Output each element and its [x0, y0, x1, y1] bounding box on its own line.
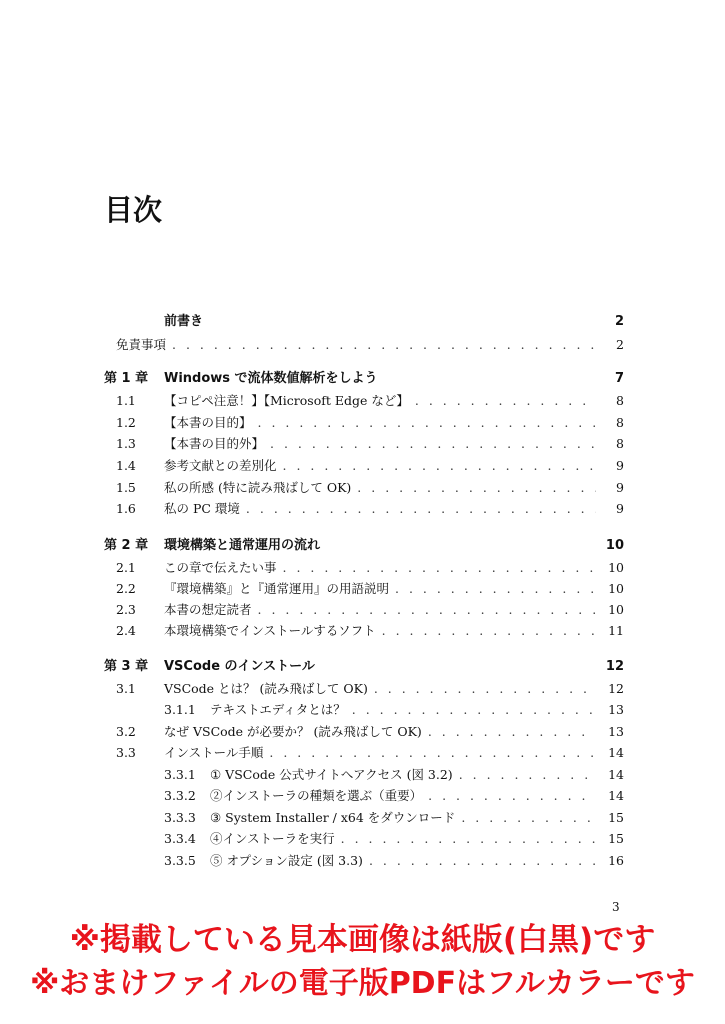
- dot-leader: [172, 335, 596, 355]
- toc-section-row[interactable]: [104, 499, 624, 519]
- toc-section-row[interactable]: [104, 391, 624, 411]
- toc-entry-number: 3.3: [116, 745, 136, 760]
- toc-entry-label: 免責事項: [116, 337, 167, 352]
- toc-entry-page: 12: [605, 659, 624, 674]
- toc-subsection-row[interactable]: [164, 851, 624, 871]
- page-title: 目次: [104, 193, 163, 227]
- toc-entry-page: 7: [614, 371, 624, 386]
- toc-subsection-row[interactable]: [164, 808, 624, 828]
- toc-subsection-row[interactable]: [164, 786, 624, 806]
- toc-entry-page: 9: [616, 458, 624, 473]
- toc-chapter-row[interactable]: [104, 536, 624, 556]
- toc-section-row[interactable]: [104, 579, 624, 599]
- notice-line-1: ※掲載している見本画像は紙版(白黒)です: [69, 922, 656, 958]
- dot-leader: [461, 808, 596, 828]
- toc-entry-page: 16: [608, 853, 624, 868]
- toc-entry-number: 3.3.3: [164, 810, 196, 825]
- toc-entry-label: 前書き: [164, 314, 204, 329]
- toc-entry-label: 本書の想定読者: [164, 602, 252, 617]
- toc-chapter-row[interactable]: [104, 369, 624, 389]
- toc-entry-page: 12: [608, 681, 624, 696]
- toc-entry-label: ① VSCode 公式サイトへアクセス (図 3.2): [210, 767, 453, 782]
- toc-subsection-row[interactable]: [164, 829, 624, 849]
- toc-entry-number: 2.2: [116, 581, 136, 596]
- dot-leader: [258, 413, 596, 433]
- toc-entry-number: 第 2 章: [104, 538, 149, 553]
- toc-entry-label: VSCode とは？ (読み飛ばして OK): [164, 681, 368, 696]
- dot-leader: [428, 786, 596, 806]
- toc-entry-number: 1.1: [116, 393, 136, 408]
- toc-entry-page: 11: [608, 623, 624, 638]
- dot-leader: [269, 743, 596, 763]
- toc-entry-label: テキストエディタとは？: [210, 702, 346, 717]
- toc-entry-number: 1.3: [116, 436, 136, 451]
- toc-section-row[interactable]: [104, 335, 624, 355]
- toc-chapter-row[interactable]: [104, 657, 624, 677]
- toc-entry-number: 第 3 章: [104, 659, 149, 674]
- toc-section-row[interactable]: [104, 600, 624, 620]
- toc-section-row[interactable]: [104, 722, 624, 742]
- toc-entry-page: 10: [608, 581, 624, 596]
- dot-leader: [246, 499, 596, 519]
- toc-entry-number: 3.3.5: [164, 853, 196, 868]
- dot-leader: [283, 558, 596, 578]
- dot-leader: [352, 700, 596, 720]
- dot-leader: [374, 679, 596, 699]
- toc-entry-label: ④インストーラを実行: [210, 831, 335, 846]
- dot-leader: [270, 434, 596, 454]
- toc-entry-page: 14: [608, 767, 624, 782]
- toc-entry-label: 環境構築と通常運用の流れ: [164, 538, 321, 553]
- dot-leader: [258, 600, 596, 620]
- toc-entry-number: 1.6: [116, 501, 136, 516]
- toc-entry-page: 10: [605, 538, 624, 553]
- toc-entry-number: 2.1: [116, 560, 136, 575]
- toc-entry-page: 8: [616, 436, 624, 451]
- dot-leader: [369, 851, 596, 871]
- dot-leader: [459, 765, 596, 785]
- toc-subsection-row[interactable]: [164, 765, 624, 785]
- toc-entry-number: 2.4: [116, 623, 136, 638]
- dot-leader: [357, 478, 596, 498]
- toc-entry-label: 【本書の目的】: [164, 415, 252, 430]
- toc-entry-page: 14: [608, 745, 624, 760]
- toc-section-row[interactable]: [104, 456, 624, 476]
- toc-entry-page: 9: [616, 480, 624, 495]
- toc-entry-label: 私の PC 環境: [164, 501, 240, 516]
- toc-entry-label: 【コピペ注意！】【Microsoft Edge など】: [164, 393, 409, 408]
- toc-entry-page: 14: [608, 788, 624, 803]
- toc-entry-number: 3.3.2: [164, 788, 196, 803]
- dot-leader: [415, 391, 596, 411]
- toc-entry-number: 第 1 章: [104, 371, 149, 386]
- toc-entry-page: 8: [616, 415, 624, 430]
- toc-entry-page: 9: [616, 501, 624, 516]
- toc-entry-page: 2: [616, 337, 624, 352]
- toc-entry-label: VSCode のインストール: [164, 659, 315, 674]
- dot-leader: [341, 829, 596, 849]
- toc-entry-number: 3.3.4: [164, 831, 196, 846]
- toc-entry-label: Windows で流体数値解析をしよう: [164, 371, 378, 386]
- toc-entry-page: 15: [608, 810, 624, 825]
- toc-entry-page: 10: [608, 560, 624, 575]
- toc-entry-number: 3.1: [116, 681, 136, 696]
- toc-entry-number: 3.1.1: [164, 702, 196, 717]
- dot-leader: [395, 579, 596, 599]
- toc-entry-label: なぜ VSCode が必要か？ (読み飛ばして OK): [164, 724, 422, 739]
- toc-section-row[interactable]: [104, 743, 624, 763]
- toc-chapter-row[interactable]: [104, 312, 624, 332]
- toc-section-row[interactable]: [104, 621, 624, 641]
- toc-section-row[interactable]: [104, 413, 624, 433]
- notice-line-2: ※おまけファイルの電子版PDFはフルカラーです: [30, 966, 695, 1001]
- toc-entry-page: 8: [616, 393, 624, 408]
- toc-entry-number: 1.5: [116, 480, 136, 495]
- toc-section-row[interactable]: [104, 478, 624, 498]
- dot-leader: [382, 621, 596, 641]
- toc-entry-label: 私の所感 (特に読み飛ばして OK): [164, 480, 352, 495]
- toc-entry-page: 13: [608, 724, 624, 739]
- toc-subsection-row[interactable]: [164, 700, 624, 720]
- toc-entry-page: 2: [614, 314, 624, 329]
- toc-entry-label: 参考文献との差別化: [164, 458, 277, 473]
- toc-entry-label: ②インストーラの種類を選ぶ（重要）: [210, 788, 423, 803]
- dot-leader: [428, 722, 596, 742]
- toc-entry-number: 2.3: [116, 602, 136, 617]
- toc-entry-label: 『環境構築』と『通常運用』の用語説明: [164, 581, 390, 596]
- toc-entry-label: ⑤ オプション設定 (図 3.3): [210, 853, 363, 868]
- toc-entry-label: ③ System Installer / x64 をダウンロード: [210, 810, 456, 825]
- toc-section-row[interactable]: [104, 679, 624, 699]
- toc-entry-label: インストール手順: [164, 745, 264, 760]
- toc-entry-number: 3.2: [116, 724, 136, 739]
- toc-entry-page: 10: [608, 602, 624, 617]
- dot-leader: [283, 456, 596, 476]
- toc-section-row[interactable]: [104, 434, 624, 454]
- toc-entry-page: 13: [608, 702, 624, 717]
- toc-entry-page: 15: [608, 831, 624, 846]
- toc-section-row[interactable]: [104, 558, 624, 578]
- page-number: 3: [612, 900, 620, 914]
- toc-entry-label: この章で伝えたい事: [164, 560, 277, 575]
- toc-entry-label: 【本書の目的外】: [164, 436, 265, 451]
- toc-entry-label: 本環境構築でインストールするソフト: [164, 623, 376, 638]
- toc-entry-number: 3.3.1: [164, 767, 196, 782]
- toc-entry-number: 1.2: [116, 415, 136, 430]
- toc-entry-number: 1.4: [116, 458, 136, 473]
